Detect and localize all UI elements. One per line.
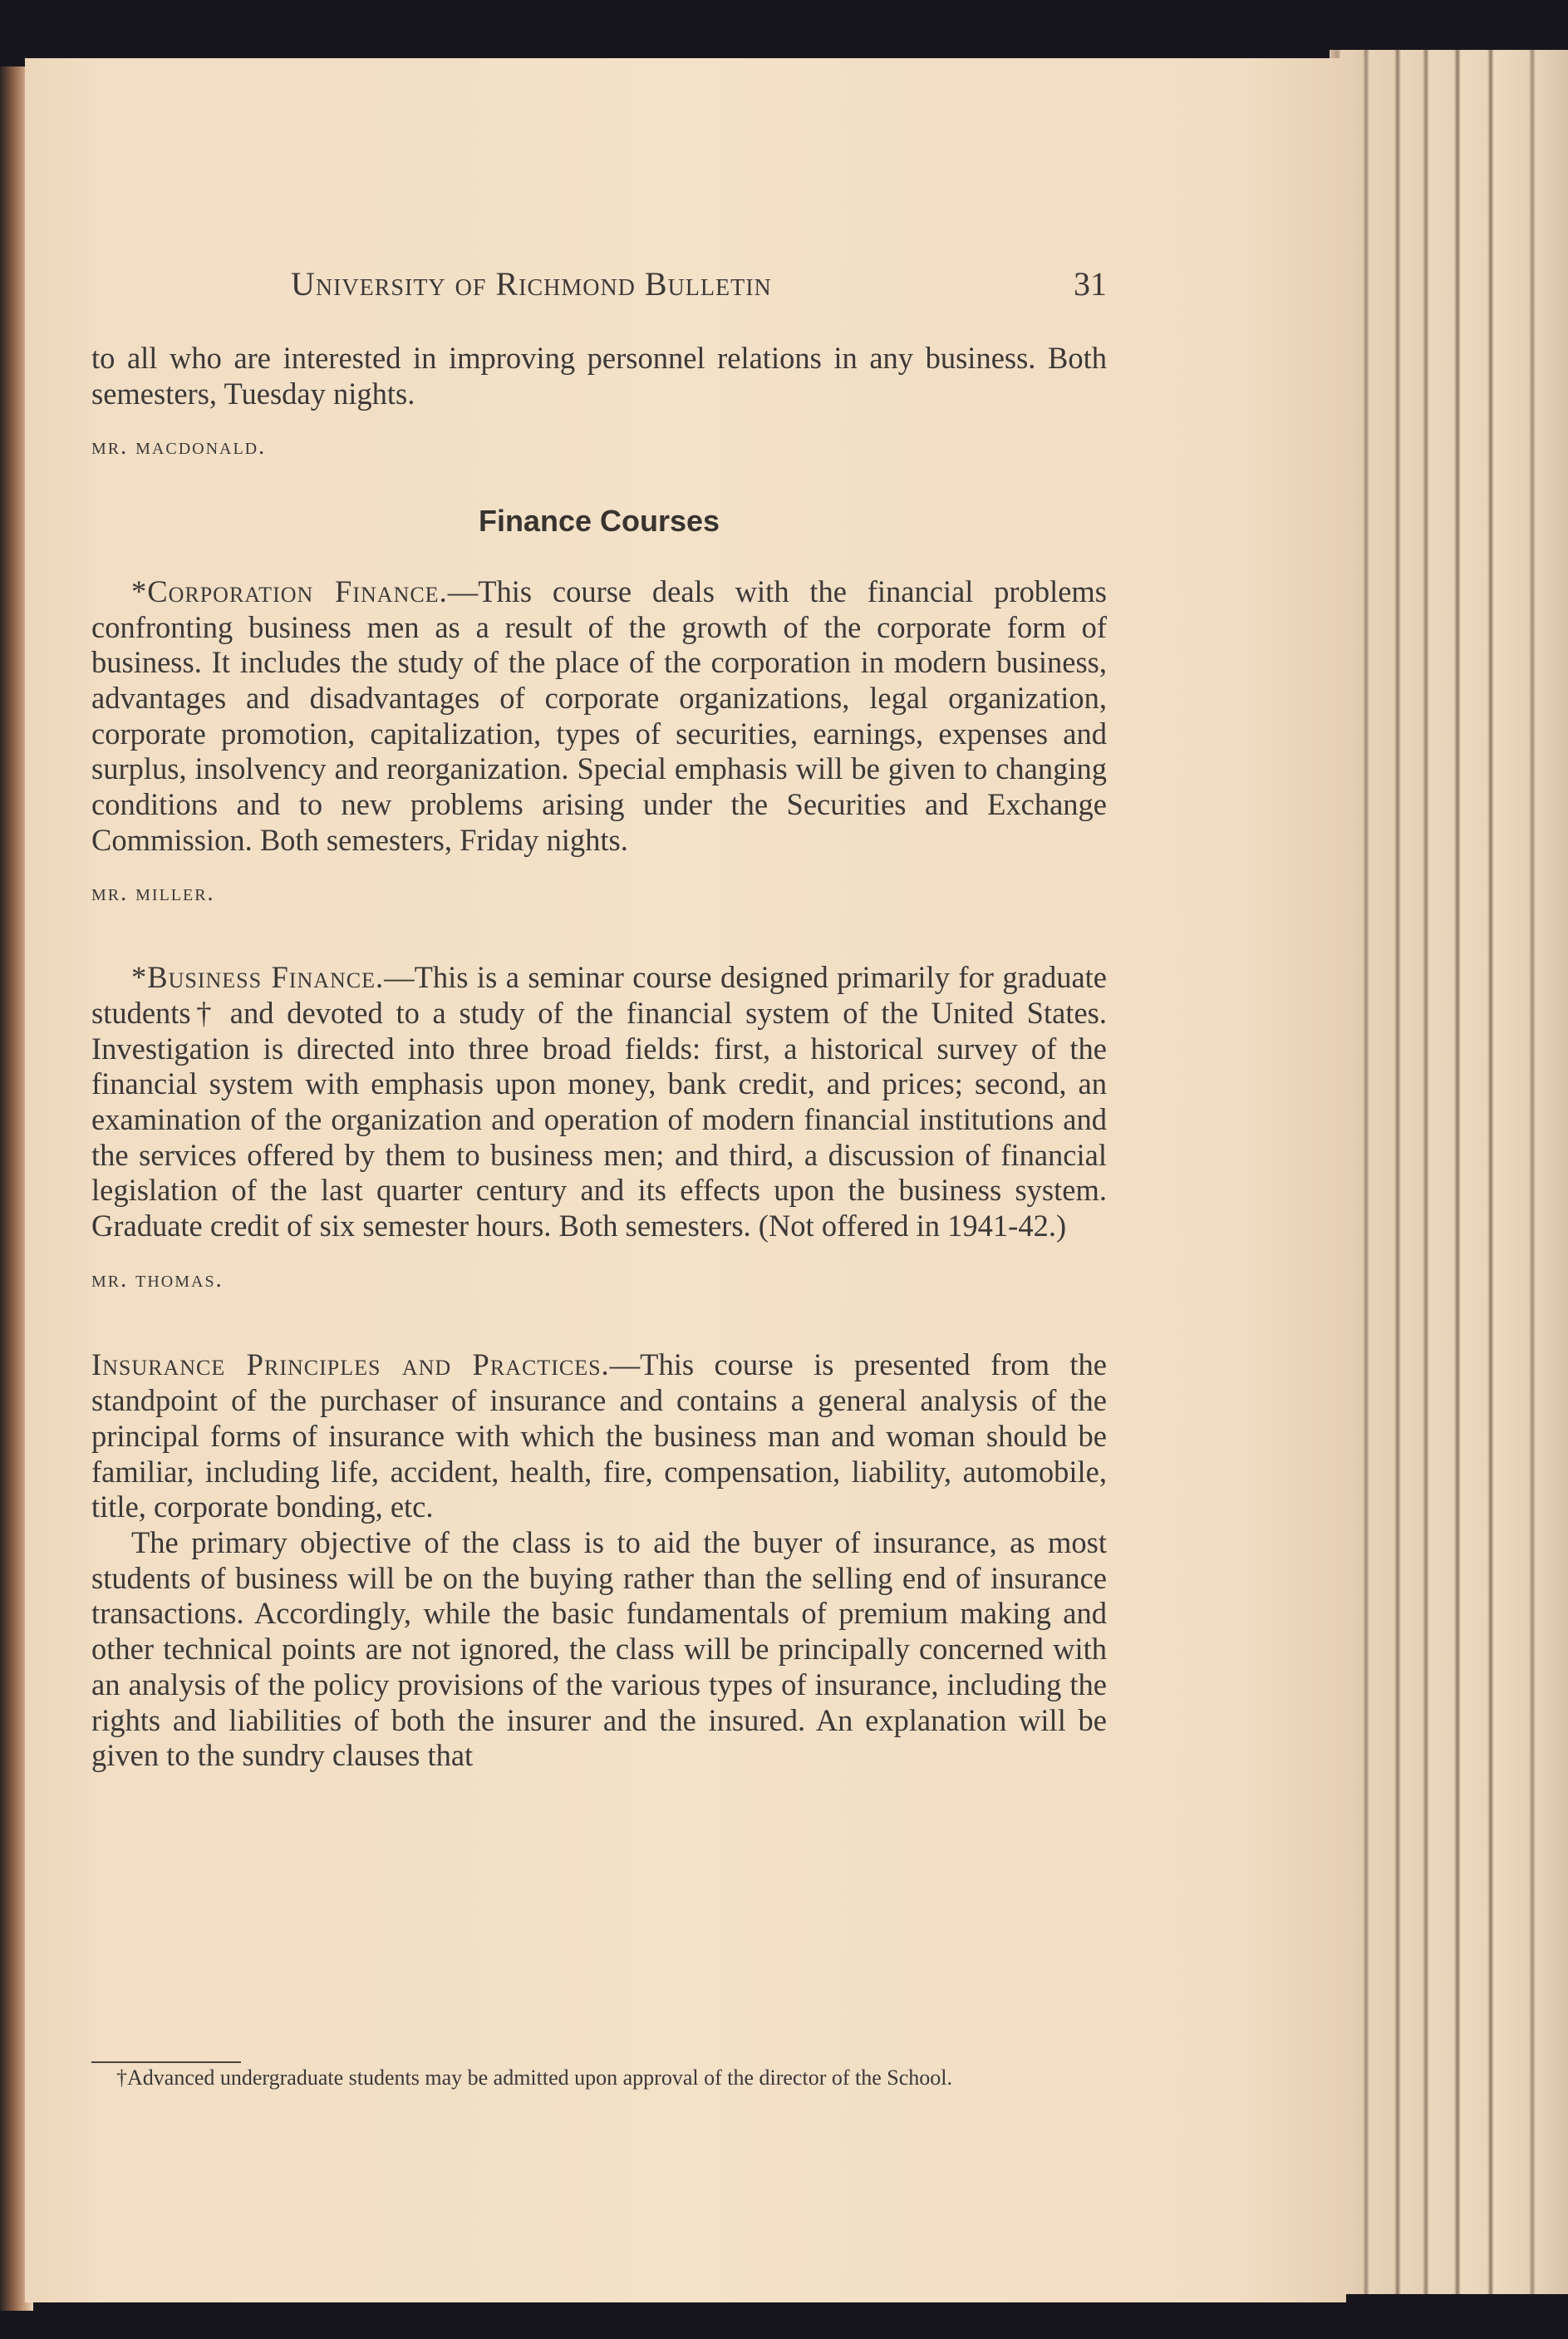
course-continuation: The primary objective of the class is to aid the buyer of insurance, as most students of business will be on the buying rather than the selling end of insurance transactions. Accordingly, while the basic fundamentals of premium making and other technical points are not ignored, the class will be principally concerned with an analysis of the policy provisions of the various types of insurance, including the rights and liabilities of both the insurer and the insured. An explanation will be given to the sundry clauses that — [91, 1524, 1107, 1773]
page-number: 31 — [1074, 265, 1107, 303]
instructor-name: mr. thomas. — [91, 1266, 224, 1293]
footnote — [91, 2066, 1107, 2090]
page-header — [291, 264, 1107, 314]
course-description: —This course deals with the financial problems confronting business men as a result of the growth of the corporate form of business. It includes the study of the place of the corporation in modern business, advantages and disadvantages of corporate organizations, legal organization, corporate promotion, capitalization, types of securities, earnings, expenses and surplus, insolvency and reorganization. Special emphasis will be given to changing conditions and to new problems arising under the Securities and Exchange Commission. Both semesters, Friday nights. — [91, 574, 1107, 857]
instructor-name: mr. macdonald. — [91, 434, 267, 460]
course-title: Insurance Principles and Practices. — [91, 1347, 610, 1382]
course-description: —This course is presented from the standpoint of the purchaser of insurance and contains a general analysis of the principal forms of insurance with which the business man and woman should be familiar, including life, accident, health, fire, compensation, liability, automobile, title, corporate bonding, etc. — [91, 1347, 1107, 1524]
section-heading: Finance Courses — [478, 504, 720, 539]
page-body — [91, 341, 1107, 1774]
footnote-rule — [91, 2061, 241, 2063]
page-stack-edge — [1330, 50, 1568, 2294]
course-paragraph — [91, 1347, 1107, 1525]
course-title: *Business Finance. — [131, 960, 385, 995]
course-title: *Corporation Finance. — [131, 574, 448, 608]
book-page — [25, 58, 1346, 2302]
instructor-name: mr. miller. — [91, 880, 215, 907]
course-paragraph — [91, 960, 1107, 1244]
course-description: —This is a seminar course designed primarily for graduate students† and devoted to a study of the financial system of the United States. Investigation is directed into three broad fields: first, a historical survey of the financial system with emphasis upon money, bank credit, and prices; second, an examination of the organization and operation of modern financial institutions and the services offered by them to business men; and third, a discussion of financial legislation of the last quarter century and its effects upon the business system. Graduate credit of six semester hours. Both semesters. (Not offered in 1941-42.) — [91, 960, 1107, 1243]
running-head: University of Richmond Bulletin — [291, 265, 772, 303]
footnote-text: †Advanced undergraduate students may be admitted upon approval of the director of the School. — [116, 2066, 953, 2090]
course-paragraph — [91, 574, 1107, 859]
intro-paragraph: to all who are interested in improving personnel relations in any business. Both semesters, Tuesday nights. — [91, 341, 1107, 411]
